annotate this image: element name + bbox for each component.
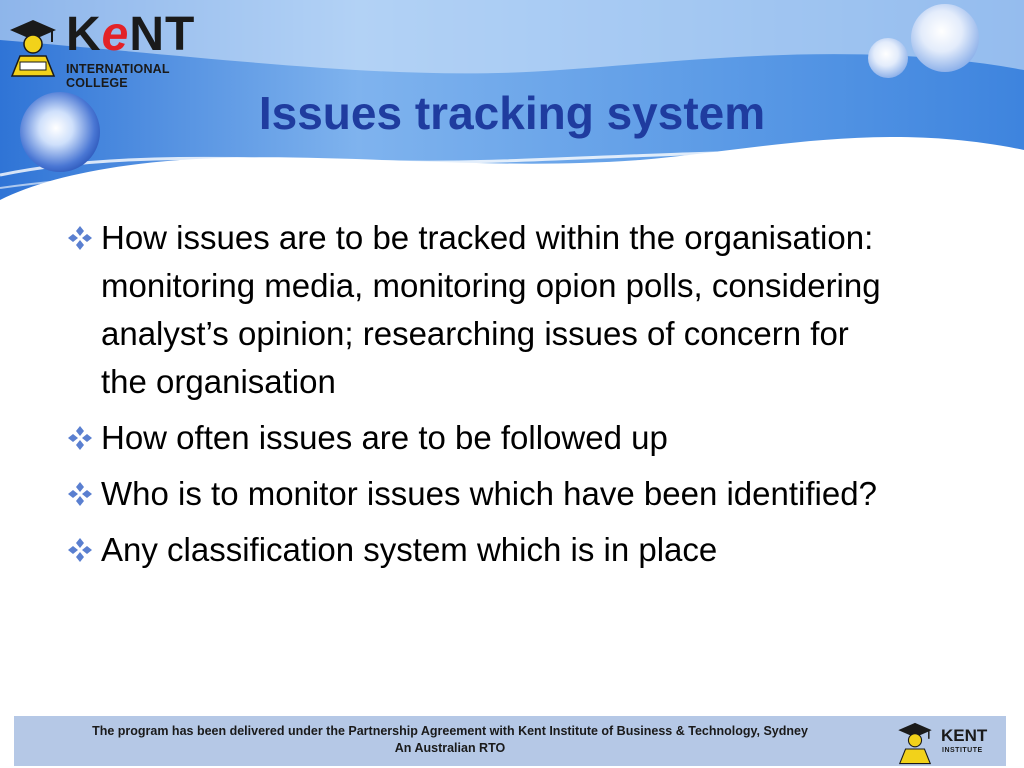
footer-logo-text: KENT xyxy=(941,726,988,745)
logo-subtitle: INTERNATIONAL COLLEGE xyxy=(66,62,170,90)
bullet-item xyxy=(62,470,882,518)
bullet-text: Who is to monitor issues which have been identified? xyxy=(101,475,877,512)
kent-institute-logo xyxy=(886,716,1006,766)
logo-wordmark: KeNT xyxy=(66,8,196,61)
four-diamond-bullet-icon xyxy=(66,536,94,564)
bullet-text: How issues are to be tracked within the organisation: monitoring media, monitoring opion polls, considering analyst’s opinion; researching issues of concern for the organisation xyxy=(101,219,881,400)
bullet-text: Any classification system which is in place xyxy=(101,531,718,568)
bullet-text: How often issues are to be followed up xyxy=(101,419,668,456)
footer-banner xyxy=(14,716,1006,766)
four-diamond-bullet-icon xyxy=(66,424,94,452)
footer-text xyxy=(14,723,886,757)
bullet-list xyxy=(62,214,882,582)
bullet-item xyxy=(62,526,882,574)
graduate-emblem-icon xyxy=(6,12,60,78)
four-diamond-bullet-icon xyxy=(66,224,94,252)
slide-title: Issues tracking system xyxy=(258,87,766,139)
bullet-item xyxy=(62,214,882,406)
four-diamond-bullet-icon xyxy=(66,480,94,508)
kent-college-logo xyxy=(6,8,220,90)
footer-line-2: An Australian RTO xyxy=(394,741,506,755)
footer-logo-subtitle: INSTITUTE xyxy=(942,747,983,754)
graduate-emblem-icon xyxy=(890,717,940,765)
bullet-item xyxy=(62,414,882,462)
footer-line-1: The program has been delivered under the Partnership Agreement with Kent Institute of Business & Technology, Sydney xyxy=(92,724,808,738)
